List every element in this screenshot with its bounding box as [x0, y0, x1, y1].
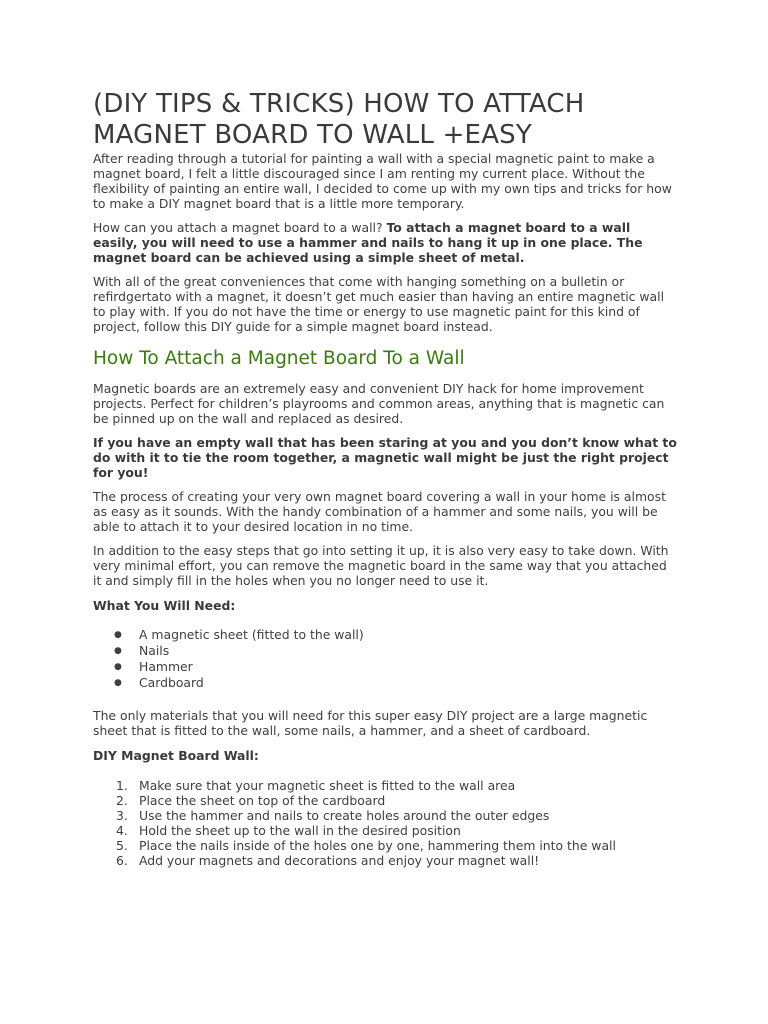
step-text: Add your magnets and decorations and enjoy your magnet wall!	[139, 853, 540, 868]
step-number: 6.	[116, 853, 128, 868]
step-item	[93, 808, 678, 823]
step-item	[93, 778, 678, 793]
list-item-text: Hammer	[139, 659, 193, 674]
list-item	[93, 659, 678, 675]
step-text: Place the sheet on top of the cardboard	[139, 793, 386, 808]
qa-question: How can you attach a magnet board to a wall?	[93, 220, 387, 235]
list-item	[93, 675, 678, 691]
steps-list	[93, 778, 678, 868]
qa-paragraph	[93, 220, 678, 265]
materials-paragraph: The only materials that you will need for this super easy DIY project are a large magnetic sheet that is fitted to the wall, some nails, a hammer, and a sheet of cardboard.	[93, 708, 648, 738]
section-paragraph-3: The process of creating your very own magnet board covering a wall in your home is almost as easy as it sounds. With the handy combination of a hammer and some nails, you will be able to attach it to your desired location in no time.	[93, 489, 666, 534]
page-title: (DIY TIPS & TRICKS) HOW TO ATTACH MAGNET BOARD TO WALL +EASY	[93, 89, 585, 150]
section-paragraph-2	[93, 435, 678, 480]
needs-label: What You Will Need:	[93, 598, 236, 613]
step-number: 4.	[116, 823, 128, 838]
step-number: 2.	[116, 793, 128, 808]
bullet-icon: ●	[114, 678, 122, 688]
bullet-icon: ●	[114, 646, 122, 656]
step-number: 3.	[116, 808, 128, 823]
step-text: Place the nails inside of the holes one by one, hammering them into the wall	[139, 838, 616, 853]
step-item	[93, 838, 678, 853]
qa-answer: To attach a magnet board to a wall easily, you will need to use a hammer and nails to hang it up in one place. The magnet board can be achieved using a simple sheet of metal.	[93, 220, 643, 265]
step-item	[93, 793, 678, 808]
needs-list	[93, 627, 678, 691]
step-number: 5.	[116, 838, 128, 853]
step-text: Hold the sheet up to the wall in the desired position	[139, 823, 461, 838]
list-item-text: A magnetic sheet (fitted to the wall)	[139, 627, 364, 642]
step-text: Make sure that your magnetic sheet is fitted to the wall area	[139, 778, 516, 793]
list-item-text: Cardboard	[139, 675, 204, 690]
list-item-text: Nails	[139, 643, 170, 658]
conveniences-paragraph: With all of the great conveniences that come with hanging something on a bulletin or refirdgertato with a magnet, it doesn’t get much easier than having an entire magnetic wall to play with. If you do not have the time or energy to use magnetic paint for this kind of project, follow this DIY guide for a simple magnet board instead.	[93, 274, 665, 334]
section-paragraph-4: In addition to the easy steps that go into setting it up, it is also very easy to take down. With very minimal effort, you can remove the magnetic board in the same way that you attached it and simply fill in the holes when you no longer need to use it.	[93, 543, 669, 588]
step-item	[93, 823, 678, 838]
bullet-icon: ●	[114, 662, 122, 672]
steps-label: DIY Magnet Board Wall:	[93, 748, 259, 763]
section-paragraph-1: Magnetic boards are an extremely easy and convenient DIY hack for home improvement projects. Perfect for children’s playrooms and common areas, anything that is magnetic can be pinned up on the wall and replaced as desired.	[93, 381, 665, 426]
list-item	[93, 627, 678, 643]
section-heading: How To Attach a Magnet Board To a Wall	[93, 348, 465, 369]
step-item	[93, 853, 678, 868]
section-paragraph-2-bold: If you have an empty wall that has been staring at you and you don’t know what to do with it to tie the room together, a magnetic wall might be just the right project for you!	[93, 435, 677, 480]
list-item	[93, 643, 678, 659]
intro-paragraph: After reading through a tutorial for painting a wall with a special magnetic paint to make a magnet board, I felt a little discouraged since I am renting my current place. Without the flexibility of painting an entire wall, I decided to come up with my own tips and tricks for how to make a DIY magnet board that is a little more temporary.	[93, 151, 672, 211]
step-number: 1.	[116, 778, 128, 793]
bullet-icon: ●	[114, 630, 122, 640]
step-text: Use the hammer and nails to create holes around the outer edges	[139, 808, 550, 823]
